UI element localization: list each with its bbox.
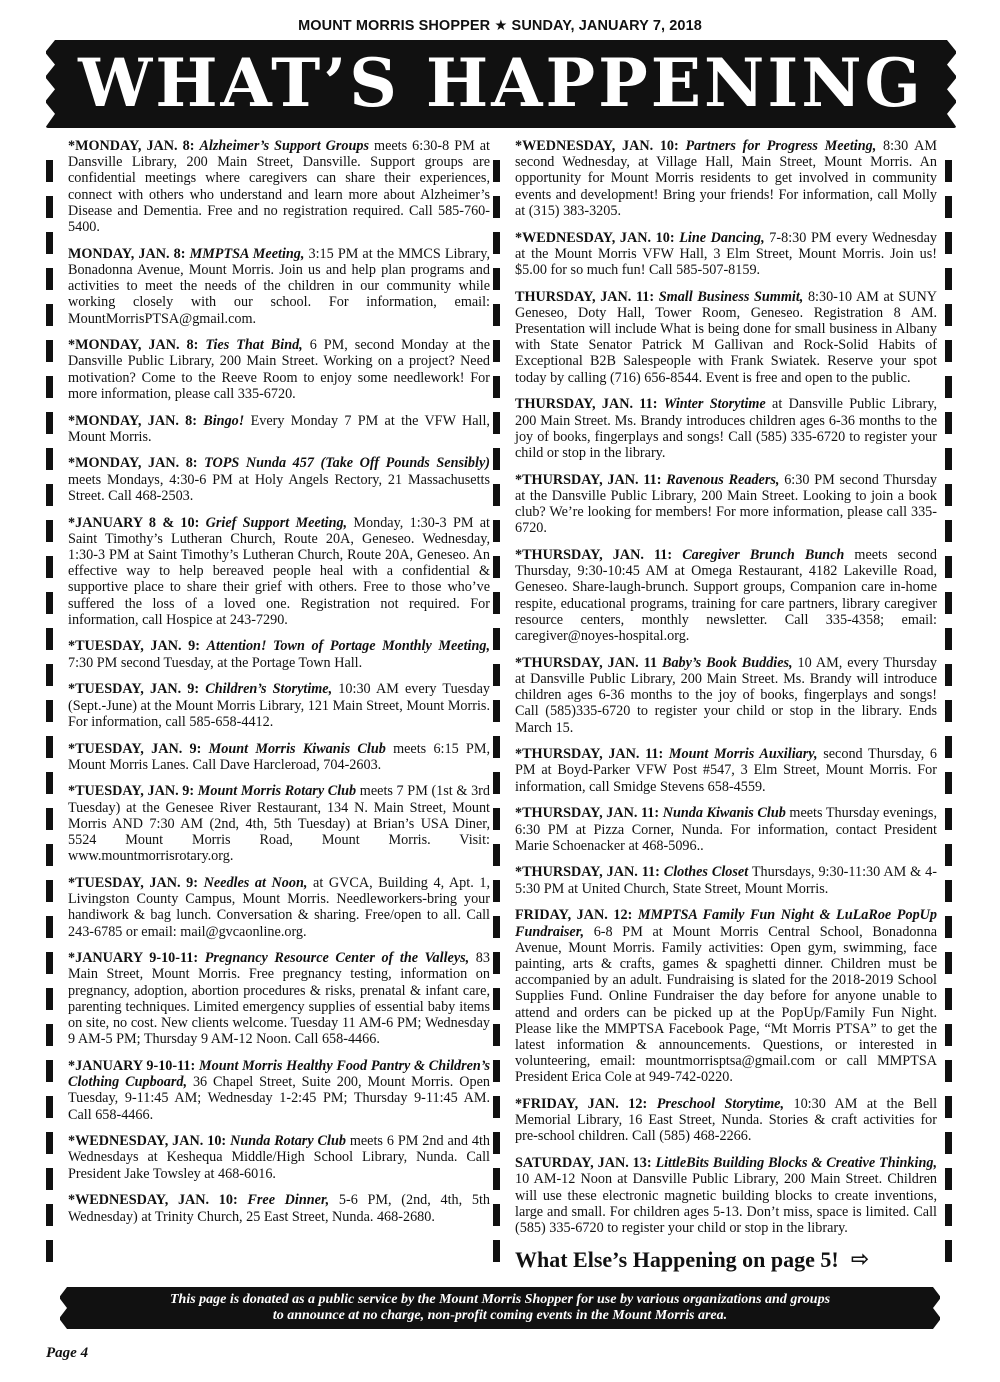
margin-bar (493, 160, 500, 182)
event-listing (68, 950, 490, 1047)
event-details: meets second Thursday, 9:30-10:45 AM at Omega Restaurant, 4182 Lakeville Road, Geneseo. Share-laugh-brunch. Support groups, Companion care in-home respite, educational programs, training for care partners, library caregiver resource centers, monthly newsletter. Call 335-4358; email: caregiver@noyes-hospital.org. (515, 546, 937, 644)
margin-bar (493, 772, 500, 794)
margin-bar (493, 628, 500, 650)
margin-bar (46, 628, 53, 650)
event-title: Baby’s Book Buddies, (662, 654, 793, 671)
margin-bar (46, 196, 53, 218)
event-title: Mount Morris Rotary Club (197, 783, 357, 800)
event-listing (68, 1058, 490, 1123)
event-listing (68, 1192, 490, 1224)
margin-bar (493, 1204, 500, 1226)
event-title: Children’s Storytime, (205, 681, 333, 698)
event-details: meets 6:15 PM, Mount Morris Lanes. Call Dave Harcleroad, 704-2603. (68, 740, 490, 773)
more-events-text: What Else’s Happening on page 5! (515, 1246, 839, 1272)
margin-bar (46, 880, 53, 902)
margin-bar (493, 988, 500, 1010)
event-date: *WEDNESDAY, JAN. 10: (515, 229, 675, 246)
event-listing (68, 138, 490, 235)
margin-bar (46, 484, 53, 506)
margin-bar (493, 844, 500, 866)
event-date: FRIDAY, JAN. 12: (515, 907, 633, 924)
event-title: Small Business Summit, (658, 288, 804, 305)
event-listing (68, 638, 490, 670)
center-divider-bars (493, 160, 500, 1276)
margin-bar (46, 160, 53, 182)
margin-bar (945, 556, 952, 578)
event-date: *TUESDAY, JAN. 9: (68, 874, 198, 891)
margin-bar (46, 1060, 53, 1082)
event-details: 6 PM, second Monday at the Dansville Public Library, 200 Main Street. Working on a project? Need motivation? Come to the Reeve Room to enjoy some needlework! For more information, please call 335-6720. (68, 337, 490, 402)
margin-bar (46, 304, 53, 326)
event-title: Caregiver Brunch Bunch (682, 546, 845, 563)
event-date: *JANUARY 8 & 10: (68, 514, 200, 531)
margin-bar (945, 736, 952, 758)
event-date: *JANUARY 9-10-11: (68, 950, 199, 967)
margin-bar (46, 916, 53, 938)
event-details: 36 Chapel Street, Suite 200, Mount Morris. Open Tuesday, 9-11:45 AM; Wednesday 1-2:45 PM; Thursday 9-11:45 AM. Call 658-4466. (68, 1074, 490, 1123)
event-title: Nunda Rotary Club (230, 1133, 346, 1150)
event-title: Ties That Bind, (205, 337, 303, 354)
event-details: 3:15 PM at the MMCS Library, Bonadonna Avenue, Mount Morris. Join us and help plan programs and activities to meet the needs of the children in our community while working closely with our school. For information, email: MountMorrisPTSA@gmail.com. (68, 245, 490, 327)
event-details: 83 Main Street, Mount Morris. Free pregnancy testing, information on pregnancy, adoption, abortion procedures & risks, prenatal & infant care, parenting techniques. Limited emergency supplies of essential baby items on site, no cost. New clients welcome. Tuesday 11 AM-6 PM; Wednesday 9 AM-5 PM; Thursday 9 AM-12 Noon. Call 658-4466. (68, 950, 490, 1048)
event-date: *MONDAY, JAN. 8: (68, 455, 198, 472)
margin-bar (46, 520, 53, 542)
margin-bar (493, 448, 500, 470)
left-column (68, 138, 490, 1235)
event-listing (68, 1133, 490, 1182)
margin-bar (945, 1168, 952, 1190)
event-title: Nunda Kiwanis Club (662, 805, 786, 822)
event-date: *JANUARY 9-10-11: (68, 1057, 196, 1074)
margin-bar (46, 772, 53, 794)
event-details: 6:30 PM second Thursday at the Dansville Public Library, 200 Main Street. Looking to join a book club? We’re looking for members! For more information, please call 335-6720. (515, 471, 938, 537)
margin-bar (46, 1024, 53, 1046)
margin-bar (945, 1060, 952, 1082)
margin-bar (945, 232, 952, 254)
event-date: *THURSDAY, JAN. 11: (515, 546, 673, 563)
event-details: at Dansville Public Library, 200 Main Street. Ms. Brandy introduces children ages 6-36 months to the joy of books, fingerplays and songs! Call (585) 335-6720 to register your child or stop in the library. (515, 396, 937, 461)
event-date: *MONDAY, JAN. 8: (68, 138, 195, 154)
event-title: Ravenous Readers, (666, 471, 780, 488)
footer-line-1: This page is donated as a public service by the Mount Morris Shopper for use by various organizations and groups (169, 1292, 831, 1307)
event-details: meets Thursday evenings, 6:30 PM at Pizza Corner, Nunda. For information, contact President Marie Schoenacker at 468-5096.. (515, 805, 937, 854)
margin-bar (945, 952, 952, 974)
event-details: 8:30 AM second Wednesday, at Village Hall, Main Street, Mount Morris. An opportunity for Mount Morris residents to get involved in community events and development! Bring your friends! For information, call Molly at (315) 383-3205. (515, 138, 937, 219)
event-listing (68, 515, 490, 628)
margin-bar (493, 952, 500, 974)
margin-bar (945, 1204, 952, 1226)
event-details: 8:30-10 AM at SUNY Geneseo, Doty Hall, Tower Room, Geneseo. Registration 8 AM. Presentation will include What is being done for small business in Albany with State Senator Patrick M Gallivan and Rock-Solid Habits of Exceptional B2B Salespeople with Frank Swiatek. Reserve your spot today by calling (716) 656-8544. Event is free and open to the public. (515, 288, 937, 386)
margin-bar (46, 1204, 53, 1226)
event-date: *TUESDAY, JAN. 9: (68, 740, 202, 757)
event-details: 10:30 AM at the Bell Memorial Library, 16 East Street, Nunda. Stories & craft activities for pre-school children. Call (585) 468-2266. (515, 1096, 938, 1145)
event-date: *FRIDAY, JAN. 12: (515, 1096, 648, 1113)
margin-bar (493, 268, 500, 290)
margin-bar (493, 1132, 500, 1154)
event-details: Thursdays, 9:30-11:30 AM & 4-5:30 PM at United Church, State Street, Mount Morris. (515, 864, 937, 897)
margin-bar (945, 916, 952, 938)
margin-bar (493, 1060, 500, 1082)
margin-bar (493, 376, 500, 398)
event-details: 7-8:30 PM every Wednesday at the Mount Morris VFW Hall, 3 Elm Street, Mount Morris. Join us! $5.00 for so much fun! Call 585-507-8159. (515, 229, 938, 278)
event-title: Preschool Storytime, (656, 1096, 785, 1113)
event-listing (68, 246, 490, 327)
margin-bar (493, 340, 500, 362)
margin-bar (46, 232, 53, 254)
margin-bar (493, 808, 500, 830)
event-listing (515, 864, 937, 896)
event-details: Every Monday 7 PM at the VFW Hall, Mount Morris. (68, 412, 490, 445)
event-date: THURSDAY, JAN. 11: (515, 288, 655, 305)
margin-bar (46, 556, 53, 578)
event-listing (68, 783, 490, 864)
margin-bar (46, 340, 53, 362)
right-column (515, 138, 937, 1273)
event-details: second Thursday, 6 PM at Boyd-Parker VFW Post #547, 3 Elm Street, Mount Morris. For information, call Smidge Stevens 658-4559. (515, 746, 938, 795)
margin-bar (46, 808, 53, 830)
event-listing (515, 138, 937, 219)
margin-bar (945, 1096, 952, 1118)
margin-bar (945, 412, 952, 434)
event-title: Partners for Progress Meeting, (685, 138, 877, 154)
margin-bar (46, 268, 53, 290)
event-details: meets 7 PM (1st & 3rd Tuesday) at the Genesee River Restaurant, 134 N. Main Street, Mount Morris AND 7:30 AM (2nd, 4th, 5th Tuesday) at Brian’s USA Diner, 5524 Mount Morris Road, Mount Morris. Visit: www.mountmorrisrotary.org. (68, 783, 490, 865)
footer-banner (60, 1287, 940, 1329)
margin-bar (945, 772, 952, 794)
page-number: Page 4 (46, 1345, 89, 1361)
margin-bar (493, 520, 500, 542)
event-listing (515, 289, 937, 386)
event-title: Mount Morris Auxiliary, (668, 746, 818, 763)
event-listing (515, 396, 937, 461)
event-details: 5-6 PM, (2nd, 4th, 5th Wednesday) at Trinity Church, 25 East Street, Nunda. 468-2680. (68, 1192, 491, 1225)
margin-bar (945, 196, 952, 218)
right-margin-bars (945, 160, 952, 1276)
event-details: Monday, 1:30-3 PM at Saint Timothy’s Lutheran Church, Route 20A, Geneseo. Wednesday, 1:30-3 PM at Saint Timothy’s Lutheran Church, Route 20A, Geneseo. An effective way to help bereaved people heal with a confidential & supportive place to share their grief with others. Free to those who’ve suffered the loss of a loved one. Registration not required. For information, call Hospice at 243-7290. (68, 514, 490, 628)
margin-bar (493, 592, 500, 614)
event-title: Line Dancing, (679, 229, 765, 246)
event-date: *THURSDAY, JAN. 11: (515, 746, 664, 763)
margin-bar (493, 736, 500, 758)
margin-bar (493, 412, 500, 434)
margin-bar (945, 520, 952, 542)
margin-bar (945, 592, 952, 614)
event-date: THURSDAY, JAN. 11: (515, 396, 658, 413)
margin-bar (493, 1168, 500, 1190)
event-listing (68, 413, 490, 445)
event-title: Bingo! (203, 412, 245, 429)
event-date: *THURSDAY, JAN. 11: (515, 864, 660, 881)
margin-bar (945, 628, 952, 650)
margin-bar (493, 700, 500, 722)
event-listing (68, 875, 490, 940)
margin-bar (493, 1240, 500, 1262)
event-listing (68, 455, 490, 504)
margin-bar (945, 376, 952, 398)
margin-bar (46, 736, 53, 758)
event-date: *MONDAY, JAN. 8: (68, 412, 197, 429)
margin-bar (46, 412, 53, 434)
margin-bar (945, 1024, 952, 1046)
event-title: Needles at Noon, (203, 874, 308, 891)
event-listing (68, 681, 490, 730)
event-title: Free Dinner, (247, 1192, 330, 1209)
event-date: SATURDAY, JAN. 13: (515, 1155, 652, 1172)
event-date: *WEDNESDAY, JAN. 10: (68, 1192, 238, 1209)
margin-bar (945, 160, 952, 182)
margin-bar (945, 664, 952, 686)
event-details: 10 AM-12 Noon at Dansville Public Library, 200 Main Street. Children will use these electronic magnetic building blocks to create inventions, large and small. For children ages 5-13. Don’t miss, space is limited. Call (585) 335-6720 to register your child or stop in the library. (515, 1171, 937, 1236)
event-listing (515, 1155, 937, 1236)
margin-bar (493, 484, 500, 506)
event-listing (515, 655, 937, 736)
event-date: *WEDNESDAY, JAN. 10: (515, 138, 679, 154)
margin-bar (945, 844, 952, 866)
title-banner (46, 40, 956, 128)
event-date: *TUESDAY, JAN. 9: (68, 783, 195, 800)
margin-bar (46, 1168, 53, 1190)
arrow-right-icon: ⇨ (850, 1246, 870, 1272)
margin-bar (945, 340, 952, 362)
margin-bar (945, 304, 952, 326)
event-details: at GVCA, Building 4, Apt. 1, Livingston County Campus, Mount Morris. Needleworkers-bring your handiwork & bag lunch. Conversation & sharing. Free/open to all. Call 243-6785 or email: mail@gvcaonline.org. (68, 874, 491, 940)
margin-bar (493, 916, 500, 938)
margin-bar (46, 592, 53, 614)
event-date: MONDAY, JAN. 8: (68, 245, 186, 262)
event-listing (68, 741, 490, 773)
event-listing (515, 547, 937, 644)
event-listing (515, 230, 937, 279)
margin-bar (945, 700, 952, 722)
event-details: 7:30 PM second Tuesday, at the Portage Town Hall. (68, 654, 363, 671)
event-details: meets 6 PM 2nd and 4th Wednesdays at Keshequa Middle/High School Library, Nunda. Call President Jake Towsley at 468-6016. (68, 1133, 491, 1182)
event-title: Pregnancy Resource Center of the Valleys, (204, 950, 470, 967)
event-details: meets 6:30-8 PM at Dansville Library, 200 Main Street, Dansville. Support groups are confidential meetings where caregivers can share their experiences, connect with others who understand and learn more about Alzheimer’s Disease and Dementia. Free and no registration required. Call 585-760-5400. (68, 138, 490, 236)
event-title: Winter Storytime (663, 396, 766, 413)
footer-line-2: to announce at no charge, non-profit coming events in the Mount Morris area. (272, 1308, 728, 1323)
margin-bar (945, 448, 952, 470)
event-date: *TUESDAY, JAN. 9: (68, 681, 200, 698)
margin-bar (945, 1132, 952, 1154)
margin-bar (945, 484, 952, 506)
event-title: Mount Morris Kiwanis Club (208, 740, 386, 757)
event-listing (515, 907, 937, 1085)
margin-bar (46, 1132, 53, 1154)
event-title: LittleBits Building Blocks & Creative Thinking, (655, 1155, 937, 1172)
event-details: 10 AM, every Thursday at Dansville Public Library, 200 Main Street. Ms. Brandy will introduce children ages 6-36 months to the joy of books, fingerplays and songs! Call (585)335-6720 to register your child or stop in the library. Ends March 15. (515, 654, 937, 736)
margin-bar (493, 880, 500, 902)
margin-bar (46, 448, 53, 470)
margin-bar (46, 844, 53, 866)
event-listing (515, 1096, 937, 1145)
margin-bar (493, 1096, 500, 1118)
event-date: *WEDNESDAY, JAN. 10: (68, 1133, 227, 1150)
event-title: TOPS Nunda 457 (Take Off Pounds Sensibly) (204, 455, 490, 472)
margin-bar (493, 664, 500, 686)
event-listing (515, 746, 937, 795)
margin-bar (46, 952, 53, 974)
event-listing (515, 472, 937, 537)
margin-bar (46, 1240, 53, 1262)
event-details: meets Mondays, 4:30-6 PM at Holy Angels Rectory, 21 Massachusetts Street. Call 468-2503. (68, 471, 490, 504)
event-date: *THURSDAY, JAN. 11 (515, 654, 658, 671)
page-header: MOUNT MORRIS SHOPPER ★ SUNDAY, JANUARY 7, 2018 (298, 18, 702, 34)
event-date: *THURSDAY, JAN. 11: (515, 805, 660, 822)
more-events-callout (515, 1247, 937, 1273)
event-date: *TUESDAY, JAN. 9: (68, 638, 200, 655)
margin-bar (493, 1024, 500, 1046)
margin-bar (46, 988, 53, 1010)
event-details: 10:30 AM every Tuesday (Sept.-June) at the Mount Morris Library, 121 Main Street, Mount Morris. For information, call 585-658-4412. (68, 681, 490, 730)
margin-bar (945, 268, 952, 290)
event-date: *MONDAY, JAN. 8: (68, 337, 199, 354)
margin-bar (46, 376, 53, 398)
event-date: *THURSDAY, JAN. 11: (515, 471, 662, 488)
margin-bar (945, 808, 952, 830)
event-title: Alzheimer’s Support Groups (199, 138, 370, 154)
banner-title: WHAT’S HAPPENING (78, 44, 924, 122)
event-title: Grief Support Meeting, (205, 514, 348, 531)
margin-bar (493, 196, 500, 218)
margin-bar (493, 556, 500, 578)
event-listing (515, 805, 937, 854)
margin-bar (493, 304, 500, 326)
margin-bar (46, 664, 53, 686)
event-title: MMPTSA Meeting, (189, 245, 305, 262)
margin-bar (46, 700, 53, 722)
margin-bar (46, 1096, 53, 1118)
margin-bar (945, 880, 952, 902)
event-listing (68, 337, 490, 402)
margin-bar (945, 1240, 952, 1262)
left-margin-bars (46, 160, 53, 1276)
margin-bar (945, 988, 952, 1010)
event-title: Attention! Town of Portage Monthly Meeting, (206, 638, 490, 655)
event-details: 6-8 PM at Mount Morris Central School, Bonadonna Avenue, Mount Morris. Family activities: Open gym, swimming, face painting, arts & crafts, games & spaghetti dinner. Children must be accompanied by an adult. Fundraising is slated for the 2018-2019 School Supplies Fund. Online Fundraiser the day before for anyone unable to attend and orders can be picked up at the PopUp/Family Fun Night. Please like the MMPTSA Facebook Page, “Mt Morris PTSA” to get the latest information & announcements. Questions, or interested in volunteering, email: mountmorrisptsa@gmail.com or call MMPTSA President Erica Cole at 949-742-0220. (515, 923, 937, 1086)
event-title: Clothes Closet (663, 864, 749, 881)
event-title: Mount Morris Healthy Food Pantry & Children’s Clothing Cupboard, (68, 1057, 491, 1091)
event-title: MMPTSA Family Fun Night & LuLaRoe PopUp Fundraiser, (515, 907, 938, 940)
margin-bar (493, 232, 500, 254)
